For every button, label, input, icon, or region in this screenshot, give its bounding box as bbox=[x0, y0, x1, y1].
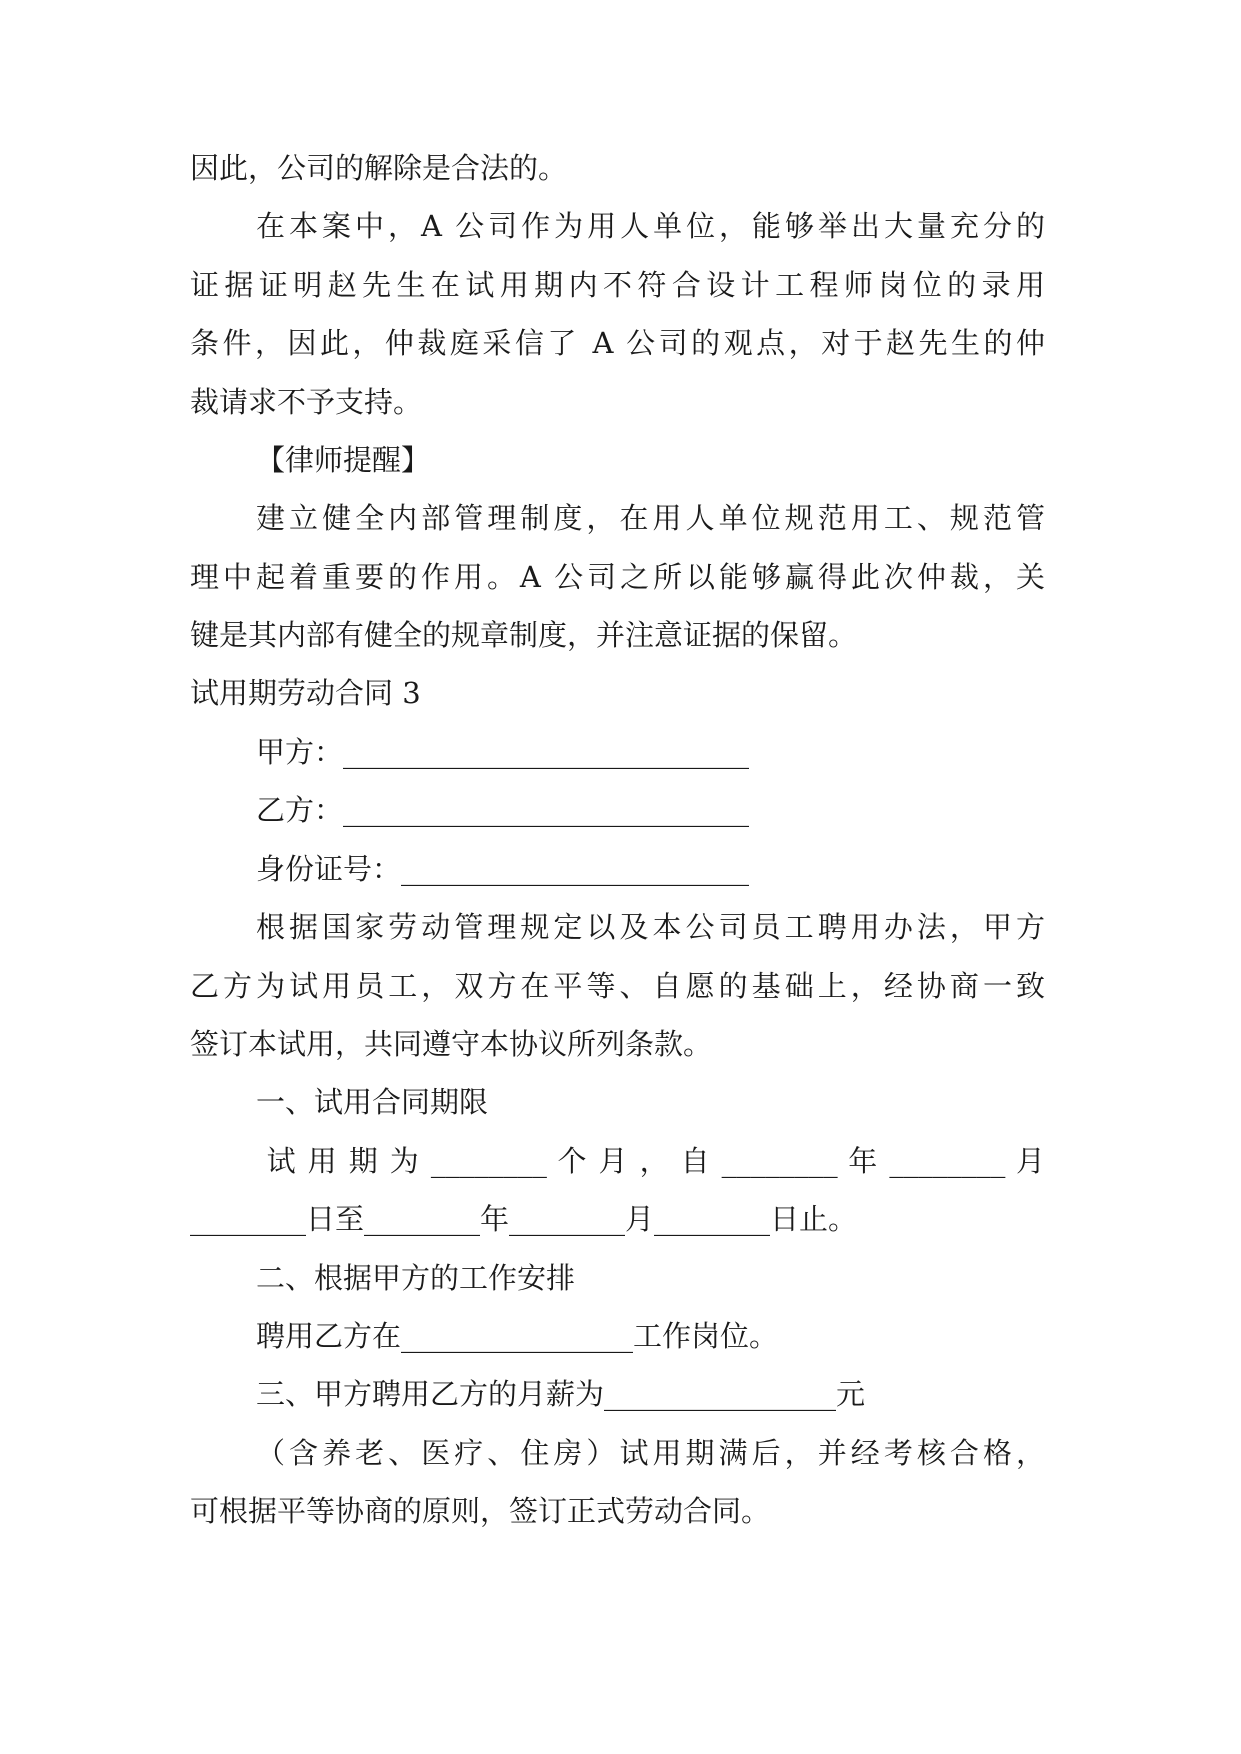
clause-heading: 二、根据甲方的工作安排 bbox=[256, 1261, 576, 1295]
paragraph-line: 裁请求不予支持。 bbox=[190, 385, 423, 419]
paragraph-line: （含养老、医疗、住房）试用期满后，并经考核合格， bbox=[256, 1436, 1045, 1470]
paragraph-line: 根据国家劳动管理规定以及本公司员工聘用办法，甲方 bbox=[256, 910, 1045, 944]
paragraph-line: 签订本试用，共同遵守本协议所列条款。 bbox=[190, 1027, 713, 1061]
section-heading: 【律师提醒】 bbox=[256, 443, 431, 477]
salary-field: 三、甲方聘用乙方的月薪为________________元 bbox=[256, 1377, 866, 1411]
id-number-field: 身份证号：________________________ bbox=[256, 852, 750, 886]
paragraph-line: 键是其内部有健全的规章制度，并注意证据的保留。 bbox=[190, 618, 858, 652]
probation-dates-line: ________日至________年________月________日止。 bbox=[190, 1202, 858, 1236]
paragraph-line: 因此，公司的解除是合法的。 bbox=[190, 151, 568, 185]
document-title: 试用期劳动合同 3 bbox=[190, 676, 421, 710]
party-a-field: 甲方：____________________________ bbox=[256, 735, 750, 769]
clause-heading: 一、试用合同期限 bbox=[256, 1085, 489, 1119]
probation-period-line: 试 用 期 为 ________ 个 月 ， 自 ________ 年 ________ 月 bbox=[256, 1144, 1045, 1178]
paragraph-line: 理中起着重要的作用。A 公司之所以能够赢得此次仲裁，关 bbox=[190, 560, 1045, 594]
party-b-field: 乙方：____________________________ bbox=[256, 793, 750, 827]
paragraph-line: 建立健全内部管理制度，在用人单位规范用工、规范管 bbox=[256, 501, 1045, 535]
paragraph-line: 乙方为试用员工，双方在平等、自愿的基础上，经协商一致 bbox=[190, 969, 1045, 1003]
position-field: 聘用乙方在________________工作岗位。 bbox=[256, 1319, 779, 1353]
paragraph-line: 在本案中，A 公司作为用人单位，能够举出大量充分的 bbox=[256, 209, 1045, 243]
paragraph-line: 可根据平等协商的原则，签订正式劳动合同。 bbox=[190, 1494, 771, 1528]
paragraph-line: 条件，因此，仲裁庭采信了 A 公司的观点，对于赵先生的仲 bbox=[190, 326, 1045, 360]
paragraph-line: 证据证明赵先生在试用期内不符合设计工程师岗位的录用 bbox=[190, 268, 1045, 302]
